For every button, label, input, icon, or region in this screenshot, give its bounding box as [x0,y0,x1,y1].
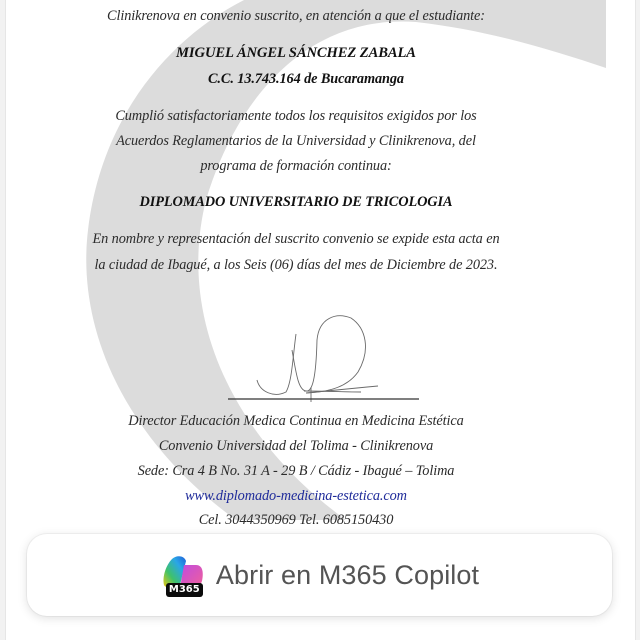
signatory-organization: Convenio Universidad del Tolima - Clinikrenova [158,438,434,454]
requirements-line-2: Acuerdos Reglamentarios de la Universidad y Clinikrenova, del [116,133,476,149]
requirements-line-1: Cumplió satisfactoriamente todos los requisitos exigidos por los [115,108,477,124]
intro-line: Clinikrenova en convenio suscrito, en atención a que el estudiante: [107,8,485,24]
requirements-line-3: programa de formación continua: [200,158,392,174]
signatory-address: Sede: Cra 4 B No. 31 A - 29 B / Cádiz - Ibagué – Tolima [137,463,455,479]
issuance-line-2: la ciudad de Ibagué, a los Seis (06) días del mes de Diciembre de 2023. [94,257,498,273]
student-id: C.C. 13.743.164 de Bucaramanga [208,71,404,87]
m365-copilot-icon [160,553,206,599]
issuance-line-1: En nombre y representación del suscrito convenio se expide esta acta en [92,231,500,247]
website-link[interactable]: www.diplomado-medicina-estetica.com [185,488,407,504]
viewer-right-edge [635,0,640,640]
m365-badge: M365 [166,583,203,597]
signatory-title: Director Educación Medica Continua en Medicina Estética [128,413,464,429]
student-name: MIGUEL ÁNGEL SÁNCHEZ ZABALA [176,45,416,61]
open-in-m365-copilot-label: Abrir en M365 Copilot [215,559,480,590]
program-title: DIPLOMADO UNIVERSITARIO DE TRICOLOGIA [139,194,453,210]
open-in-m365-copilot-button[interactable] [27,534,612,616]
signatory-phones: Cel. 3044350969 Tel. 6085150430 [198,512,394,528]
